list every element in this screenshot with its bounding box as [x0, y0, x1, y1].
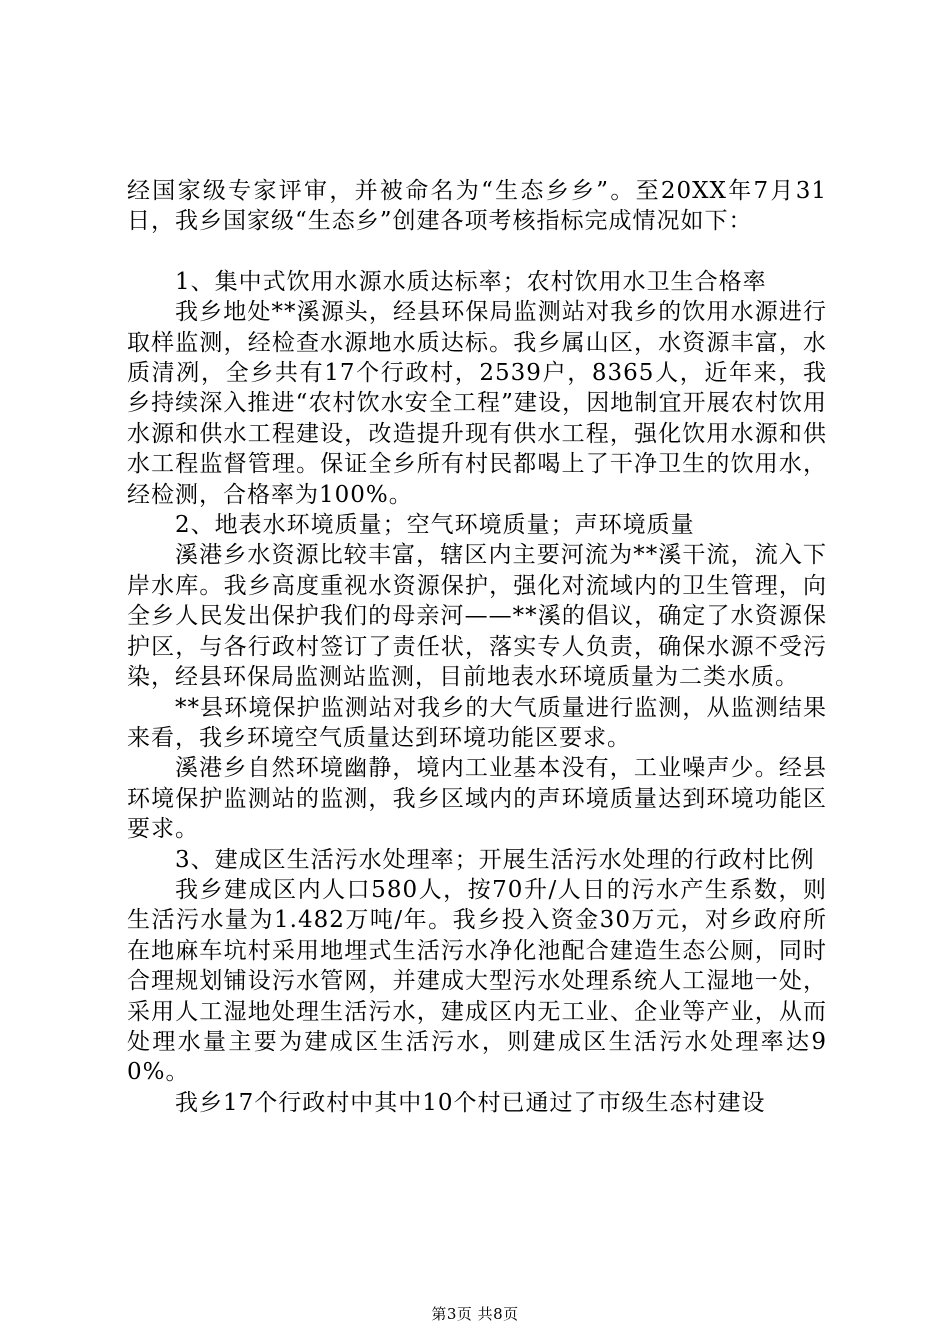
body-paragraph: 我乡地处**溪源头，经县环保局监测站对我乡的饮用水源进行取样监测，经检查水源地水质达标。我乡属山区，水资源丰富，水质清冽，全乡共有17个行政村，2539户，8365人，近年来，我乡持续深入推进“农村饮水安全工程”建设，因地制宜开展农村饮用水源和供水工程建设，改造提升现有供水工程，强化饮用水源和供水工程监督管理。保证全乡所有村民都喝上了干净卫生的饮用水，经检测，合格率为100%。 — [127, 299, 827, 508]
document-body — [127, 176, 827, 1118]
intro-paragraph: 经国家级专家评审，并被命名为“生态乡乡”。至20XX年7月31日，我乡国家级“生态乡”创建各项考核指标完成情况如下： — [127, 178, 827, 235]
section-heading-3: 3、建成区生活污水处理率；开展生活污水处理的行政村比例 — [175, 846, 815, 873]
page-footer — [0, 1303, 950, 1324]
section-heading-2: 2、地表水环境质量；空气环境质量；声环境质量 — [175, 512, 695, 539]
body-paragraph: **县环境保护监测站对我乡的大气质量进行监测，从监测结果来看，我乡环境空气质量达到环境功能区要求。 — [127, 694, 827, 751]
body-paragraph: 我乡17个行政村中其中10个村已通过了市级生态村建设 — [175, 1089, 766, 1116]
body-paragraph: 我乡建成区内人口580人，按70升/人日的污水产生系数，则生活污水量为1.482万吨/年。我乡投入资金30万元，对乡政府所在地麻车坑村采用地埋式生活污水净化池配合建造生态公厕，同时合理规划铺设污水管网，并建成大型污水处理系统人工湿地一处，采用人工湿地处理生活污水，建成区内无工业、企业等产业，从而处理水量主要为建成区生活污水，则建成区生活污水处理率达90%。 — [127, 876, 827, 1086]
page-number-label: 第3页 共8页 — [431, 1305, 519, 1323]
body-paragraph: 溪港乡水资源比较丰富，辖区内主要河流为**溪干流，流入下岸水库。我乡高度重视水资源保护，强化对流域内的卫生管理，向全乡人民发出保护我们的母亲河——**溪的倡议，确定了水资源保护区，与各行政村签订了责任状，落实专人负责，确保水源不受污染，经县环保局监测站监测，目前地表水环境质量为二类水质。 — [127, 542, 827, 691]
body-paragraph: 溪港乡自然环境幽静，境内工业基本没有，工业噪声少。经县环境保护监测站的监测，我乡区域内的声环境质量达到环境功能区要求。 — [127, 755, 827, 843]
section-heading-1: 1、集中式饮用水源水质达标率；农村饮用水卫生合格率 — [175, 268, 767, 295]
